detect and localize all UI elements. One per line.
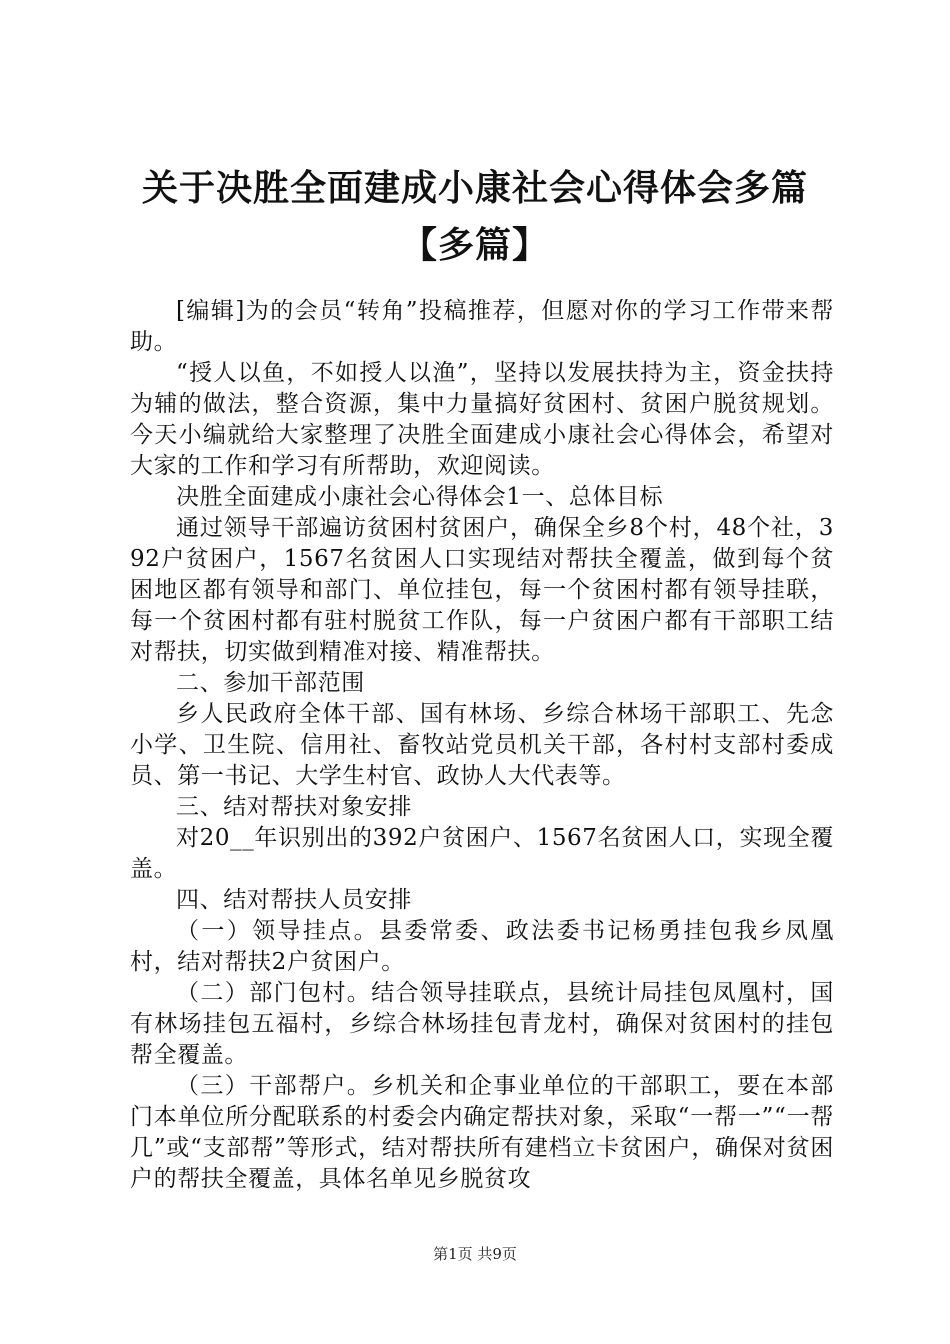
paragraph-leader: （一）领导挂点。县委常委、政法委书记杨勇挂包我乡凤凰村，结对帮扶2户贫困户。 xyxy=(130,918,834,975)
page-footer: 第1页 共9页 xyxy=(433,1245,517,1263)
document-body xyxy=(130,296,834,1195)
section-heading-2: 二、参加干部范围 xyxy=(176,670,365,696)
paragraph-department: （二）部门包村。结合领导挂联点，县统计局挂包凤凰村，国有林场挂包五福村，乡综合林场挂包青龙村，确保对贫困村的挂包帮全覆盖。 xyxy=(130,980,834,1068)
section-heading-1: 决胜全面建成小康社会心得体会1一、总体目标 xyxy=(176,484,664,510)
paragraph-cadre: （三）干部帮户。乡机关和企事业单位的干部职工，要在本部门本单位所分配联系的村委会内确定帮扶对象，采取“一帮一”“一帮几”或“支部帮”等形式，结对帮扶所有建档立卡贫困户，确保对贫困户的帮扶全覆盖，具体名单见乡脱贫攻 xyxy=(130,1073,834,1192)
document-title: 关于决胜全面建成小康社会心得体会多篇【多篇】 xyxy=(141,168,808,266)
paragraph-goal: 通过领导干部遍访贫困村贫困户，确保全乡8个村，48个社，392户贫困户，1567名贫困人口实现结对帮扶全覆盖，做到每个贫困地区都有领导和部门、单位挂包，每一个贫困村都有领导挂联，每一个贫困村都有驻村脱贫工作队，每一户贫困户都有干部职工结对帮扶，切实做到精准对接、精准帮扶。 xyxy=(130,515,834,665)
section-heading-4: 四、结对帮扶人员安排 xyxy=(176,887,412,913)
paragraph-scope: 乡人民政府全体干部、国有林场、乡综合林场干部职工、先念小学、卫生院、信用社、畜牧站党员机关干部，各村村支部村委成员、第一书记、大学生村官、政协人大代表等。 xyxy=(130,701,834,789)
section-heading-3: 三、结对帮扶对象安排 xyxy=(176,794,412,820)
paragraph-targets: 对20__年识别出的392户贫困户、1567名贫困人口，实现全覆盖。 xyxy=(130,825,834,882)
paragraph-intro: [编辑]为的会员“转角”投稿推荐，但愿对你的学习工作带来帮助。 xyxy=(130,298,834,355)
paragraph-quote: “授人以鱼，不如授人以渔”，坚持以发展扶持为主，资金扶持为辅的做法，整合资源，集中力量搞好贫困村、贫困户脱贫规划。今天小编就给大家整理了决胜全面建成小康社会心得体会，希望对大家的工作和学习有所帮助，欢迎阅读。 xyxy=(130,360,834,479)
